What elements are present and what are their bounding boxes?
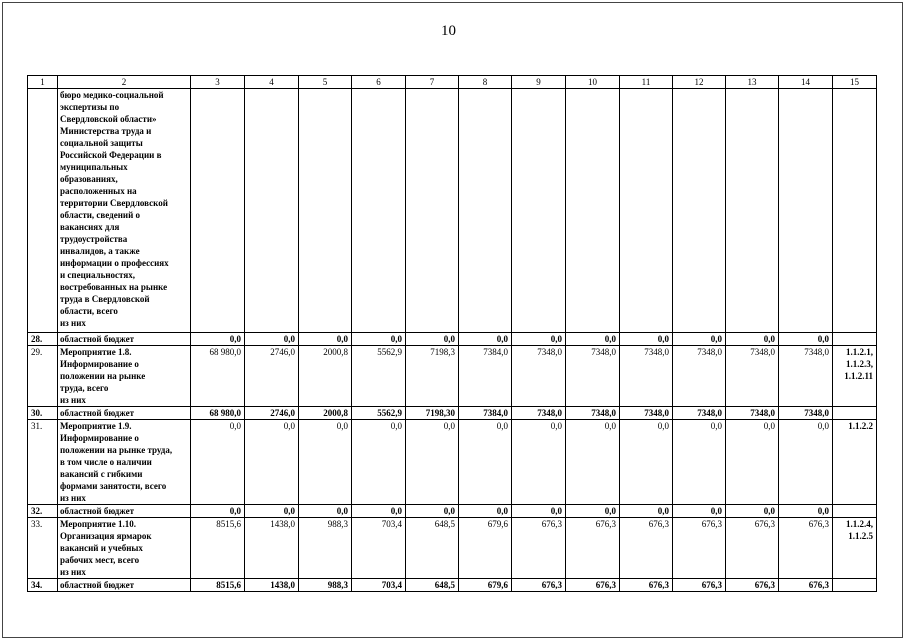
value-cell: 676,3 xyxy=(512,579,566,592)
value-cell: 676,3 xyxy=(673,518,726,579)
value-cell: 7348,0 xyxy=(673,407,726,420)
value-cell: 648,5 xyxy=(406,579,459,592)
row-description: областной бюджет xyxy=(58,333,191,346)
value-cell: 7348,0 xyxy=(620,407,673,420)
value-cell: 0,0 xyxy=(726,333,779,346)
row-description: Мероприятие 1.8. Информирование о положении на рынке труда, всего из них xyxy=(58,346,191,407)
value-cell: 2746,0 xyxy=(245,346,299,407)
row-description: областной бюджет xyxy=(58,579,191,592)
table-row xyxy=(28,518,877,579)
value-cell: 676,3 xyxy=(779,518,833,579)
value-cell: 676,3 xyxy=(673,579,726,592)
value-cell: 0,0 xyxy=(620,333,673,346)
value-cell: 0,0 xyxy=(566,420,620,505)
value-cell: 676,3 xyxy=(566,579,620,592)
value-cell: 676,3 xyxy=(726,579,779,592)
column-header-15: 15 xyxy=(833,76,877,89)
value-cell xyxy=(299,89,352,333)
value-cell: 7348,0 xyxy=(726,346,779,407)
column-header-13: 13 xyxy=(726,76,779,89)
row-description: областной бюджет xyxy=(58,407,191,420)
value-cell: 0,0 xyxy=(673,505,726,518)
column-header-1: 1 xyxy=(28,76,58,89)
row-number: 31. xyxy=(28,420,58,505)
column-header-7: 7 xyxy=(406,76,459,89)
value-cell: 7348,0 xyxy=(673,346,726,407)
value-cell: 676,3 xyxy=(779,579,833,592)
table-row xyxy=(28,420,877,505)
value-cell: 0,0 xyxy=(299,505,352,518)
value-cell: 0,0 xyxy=(620,505,673,518)
value-cell: 676,3 xyxy=(726,518,779,579)
value-cell: 0,0 xyxy=(779,333,833,346)
value-cell: 0,0 xyxy=(191,505,245,518)
value-cell xyxy=(512,89,566,333)
value-cell: 676,3 xyxy=(512,518,566,579)
value-cell xyxy=(620,89,673,333)
value-cell: 7384,0 xyxy=(459,407,512,420)
value-cell: 0,0 xyxy=(245,420,299,505)
page-number: 10 xyxy=(441,23,456,39)
value-cell: 0,0 xyxy=(406,505,459,518)
reference-cell xyxy=(833,407,877,420)
value-cell: 1438,0 xyxy=(245,579,299,592)
value-cell: 7198,3 xyxy=(406,346,459,407)
value-cell: 7348,0 xyxy=(779,407,833,420)
column-header-6: 6 xyxy=(352,76,406,89)
value-cell: 7348,0 xyxy=(512,407,566,420)
value-cell: 0,0 xyxy=(512,333,566,346)
column-header-2: 2 xyxy=(58,76,191,89)
reference-cell xyxy=(833,333,877,346)
value-cell: 0,0 xyxy=(352,333,406,346)
value-cell: 676,3 xyxy=(566,518,620,579)
value-cell: 648,5 xyxy=(406,518,459,579)
column-header-14: 14 xyxy=(779,76,833,89)
value-cell: 5562,9 xyxy=(352,407,406,420)
value-cell: 0,0 xyxy=(566,333,620,346)
value-cell: 0,0 xyxy=(406,420,459,505)
value-cell xyxy=(673,89,726,333)
value-cell: 0,0 xyxy=(726,420,779,505)
column-header-11: 11 xyxy=(620,76,673,89)
value-cell xyxy=(352,89,406,333)
value-cell xyxy=(779,89,833,333)
value-cell: 679,6 xyxy=(459,518,512,579)
reference-cell xyxy=(833,89,877,333)
value-cell: 2000,8 xyxy=(299,407,352,420)
value-cell: 0,0 xyxy=(406,333,459,346)
column-header-10: 10 xyxy=(566,76,620,89)
row-number: 34. xyxy=(28,579,58,592)
value-cell: 0,0 xyxy=(352,420,406,505)
value-cell: 0,0 xyxy=(299,333,352,346)
value-cell: 0,0 xyxy=(673,420,726,505)
reference-cell: 1.1.2.2 xyxy=(833,420,877,505)
value-cell: 7198,30 xyxy=(406,407,459,420)
row-number: 28. xyxy=(28,333,58,346)
value-cell xyxy=(406,89,459,333)
table-body xyxy=(28,76,877,592)
value-cell: 0,0 xyxy=(673,333,726,346)
value-cell: 0,0 xyxy=(299,420,352,505)
value-cell xyxy=(191,89,245,333)
value-cell xyxy=(566,89,620,333)
column-header-8: 8 xyxy=(459,76,512,89)
row-number: 33. xyxy=(28,518,58,579)
value-cell: 1438,0 xyxy=(245,518,299,579)
value-cell: 7384,0 xyxy=(459,346,512,407)
value-cell: 0,0 xyxy=(566,505,620,518)
table-row xyxy=(28,89,877,333)
row-description: областной бюджет xyxy=(58,505,191,518)
row-description: Мероприятие 1.9. Информирование о положении на рынке труда, в том числе о наличии вакансий с гибкими формами занятости, всего из них xyxy=(58,420,191,505)
budget-table xyxy=(27,75,877,592)
value-cell: 0,0 xyxy=(191,333,245,346)
value-cell: 7348,0 xyxy=(726,407,779,420)
value-cell: 703,4 xyxy=(352,579,406,592)
value-cell: 0,0 xyxy=(245,333,299,346)
value-cell: 0,0 xyxy=(459,420,512,505)
value-cell: 5562,9 xyxy=(352,346,406,407)
value-cell: 8515,6 xyxy=(191,579,245,592)
value-cell: 0,0 xyxy=(459,333,512,346)
value-cell: 0,0 xyxy=(352,505,406,518)
table-row xyxy=(28,407,877,420)
value-cell: 0,0 xyxy=(620,420,673,505)
column-header-4: 4 xyxy=(245,76,299,89)
value-cell: 68 980,0 xyxy=(191,407,245,420)
reference-cell xyxy=(833,579,877,592)
value-cell: 988,3 xyxy=(299,518,352,579)
column-header-9: 9 xyxy=(512,76,566,89)
value-cell xyxy=(459,89,512,333)
row-description: бюро медико-социальной экспертизы по Свердловской области» Министерства труда и социальной защиты Российской Федерации в муниципальных образованиях, расположенных на территории Свердловской области, сведений о вакансиях для трудоустройства инвалидов, а также информации о профессиях и специальностях, востребованных на рынке труда в Свердловской области, всего из них xyxy=(58,89,191,333)
column-header-5: 5 xyxy=(299,76,352,89)
table-row xyxy=(28,505,877,518)
value-cell: 2746,0 xyxy=(245,407,299,420)
value-cell: 7348,0 xyxy=(566,407,620,420)
value-cell xyxy=(726,89,779,333)
value-cell: 7348,0 xyxy=(512,346,566,407)
reference-cell: 1.1.2.4, 1.1.2.5 xyxy=(833,518,877,579)
value-cell: 0,0 xyxy=(459,505,512,518)
value-cell: 676,3 xyxy=(620,518,673,579)
value-cell: 0,0 xyxy=(726,505,779,518)
value-cell: 7348,0 xyxy=(566,346,620,407)
value-cell xyxy=(245,89,299,333)
value-cell: 7348,0 xyxy=(620,346,673,407)
table-row xyxy=(28,579,877,592)
row-number: 32. xyxy=(28,505,58,518)
row-number: 29. xyxy=(28,346,58,407)
value-cell: 703,4 xyxy=(352,518,406,579)
row-description: Мероприятие 1.10. Организация ярмарок вакансий и учебных рабочих мест, всего из них xyxy=(58,518,191,579)
value-cell: 0,0 xyxy=(245,505,299,518)
reference-cell: 1.1.2.1, 1.1.2.3, 1.1.2.11 xyxy=(833,346,877,407)
value-cell: 68 980,0 xyxy=(191,346,245,407)
header-row xyxy=(28,76,877,89)
value-cell: 676,3 xyxy=(620,579,673,592)
value-cell: 0,0 xyxy=(512,505,566,518)
value-cell: 8515,6 xyxy=(191,518,245,579)
column-header-12: 12 xyxy=(673,76,726,89)
value-cell: 0,0 xyxy=(779,420,833,505)
value-cell: 679,6 xyxy=(459,579,512,592)
table-row xyxy=(28,346,877,407)
value-cell: 0,0 xyxy=(191,420,245,505)
column-header-3: 3 xyxy=(191,76,245,89)
table-row xyxy=(28,333,877,346)
value-cell: 0,0 xyxy=(779,505,833,518)
value-cell: 7348,0 xyxy=(779,346,833,407)
value-cell: 988,3 xyxy=(299,579,352,592)
value-cell: 0,0 xyxy=(512,420,566,505)
reference-cell xyxy=(833,505,877,518)
value-cell: 2000,8 xyxy=(299,346,352,407)
row-number xyxy=(28,89,58,333)
row-number: 30. xyxy=(28,407,58,420)
